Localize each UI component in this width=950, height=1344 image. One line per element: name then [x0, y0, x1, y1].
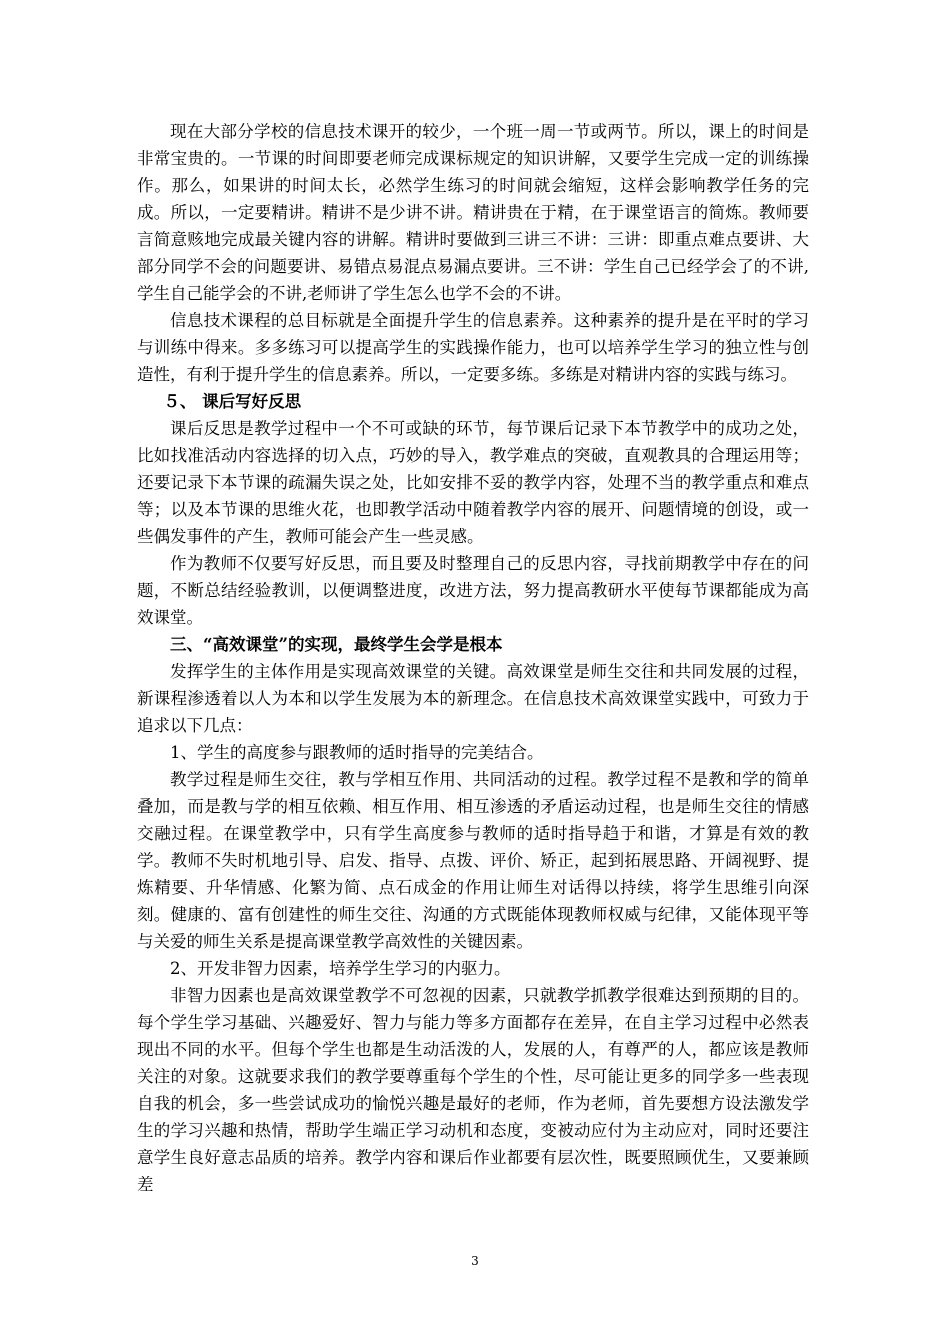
document-body [137, 118, 809, 1198]
paragraph-intensive-lecture: 现在大部分学校的信息技术课开的较少，一个班一周一节或两节。所以，课上的时间是非常宝贵的。一节课的时间即要老师完成课标规定的知识讲解，又要学生完成一定的训练操作。那么，如果讲的时间太长，必然学生练习的时间就会缩短，这样会影响教学任务的完成。所以，一定要精讲。精讲不是少讲不讲。精讲贵在于精，在于课堂语言的简炼。教师要言简意赅地完成最关键内容的讲解。精讲时要做到三讲三不讲：三讲：即重点难点要讲、大部分同学不会的问题要讲、易错点易混点易漏点要讲。三不讲：学生自己已经学会了的不讲,学生自己能学会的不讲,老师讲了学生怎么也学不会的不讲。 [137, 122, 809, 303]
paragraph-reflection: 课后反思是教学过程中一个不可或缺的环节，每节课后记录下本节教学中的成功之处，比如找准活动内容选择的切入点，巧妙的导入，教学难点的突破，直观教具的合理运用等；还要记录下本节课的疏漏失误之处，比如安排不妥的教学内容，处理不当的教学重点和难点等；以及本节课的思维火花，也即教学活动中随着教学内容的展开、问题情境的创设，或一些偶发事件的产生，教师可能会产生一些灵感。 [137, 419, 809, 546]
paragraph-reflection-organize: 作为教师不仅要写好反思，而且要及时整理自己的反思内容，寻找前期教学中存在的问题，不断总结经验教训，以便调整进度，改进方法，努力提高教研水平使每节课都能成为高效课堂。 [137, 554, 809, 627]
paragraph-non-intellectual: 非智力因素也是高效课堂教学不可忽视的因素，只就教学抓教学很难达到预期的目的。每个学生学习基础、兴趣爱好、智力与能力等多方面都存在差异，在自主学习过程中必然表现出不同的水平。但每个学生也都是生动活泼的人，发展的人，有尊严的人，都应该是教师关注的对象。这就要求我们的教学要尊重每个学生的个性，尽可能让更多的同学多一些表现自我的机会，多一些尝试成功的愉悦兴趣是最好的老师，作为老师，首先要想方设法激发学生的学习兴趣和热情，帮助学生端正学习动机和态度，变被动应付为主动应对，同时还要注意学生良好意志品质的培养。教学内容和课后作业都要有层次性，既要照顾优生，又要兼顾差 [137, 986, 809, 1194]
paragraph-point-one: 1、学生的高度参与跟教师的适时指导的完美结合。 [170, 743, 544, 762]
paragraph-teaching-process: 教学过程是师生交往，教与学相互作用、共同活动的过程。教学过程不是教和学的简单叠加，而是教与学的相互依赖、相互作用、相互渗透的矛盾运动过程，也是师生交往的情感交融过程。在课堂教学中，只有学生高度参与教师的适时指导趋于和谐，才算是有效的教学。教师不失时机地引导、启发、指导、点拨、评价、矫正，起到拓展思路、开阔视野、提炼精要、升华情感、化繁为简、点石成金的作用让师生对话得以持续，将学生思维引向深刻。健康的、富有创建性的师生交往、沟通的方式既能体现教师权威与纪律，又能体现平等与关爱的师生关系是提高课堂教学高效性的关键因素。 [137, 770, 809, 951]
paragraph-practice: 信息技术课程的总目标就是全面提升学生的信息素养。这种素养的提升是在平时的学习与训练中得来。多多练习可以提高学生的实践操作能力，也可以培养学生学习的独立性与创造性，有利于提升学生的信息素养。所以，一定要多练。多练是对精讲内容的实践与练习。 [137, 311, 809, 384]
paragraph-student-role: 发挥学生的主体作用是实现高效课堂的关键。高效课堂是师生交往和共同发展的过程，新课程渗透着以人为本和以学生发展为本的新理念。在信息技术高效课堂实践中，可致力于追求以下几点： [137, 662, 809, 735]
paragraph-point-two: 2、开发非智力因素，培养学生学习的内驱力。 [170, 959, 511, 978]
heading-reflection: ５、 课后写好反思 [163, 392, 302, 411]
page-number: 3 [471, 1254, 479, 1268]
heading-section-three: 三、“高效课堂”的实现，最终学生会学是根本 [170, 635, 503, 654]
